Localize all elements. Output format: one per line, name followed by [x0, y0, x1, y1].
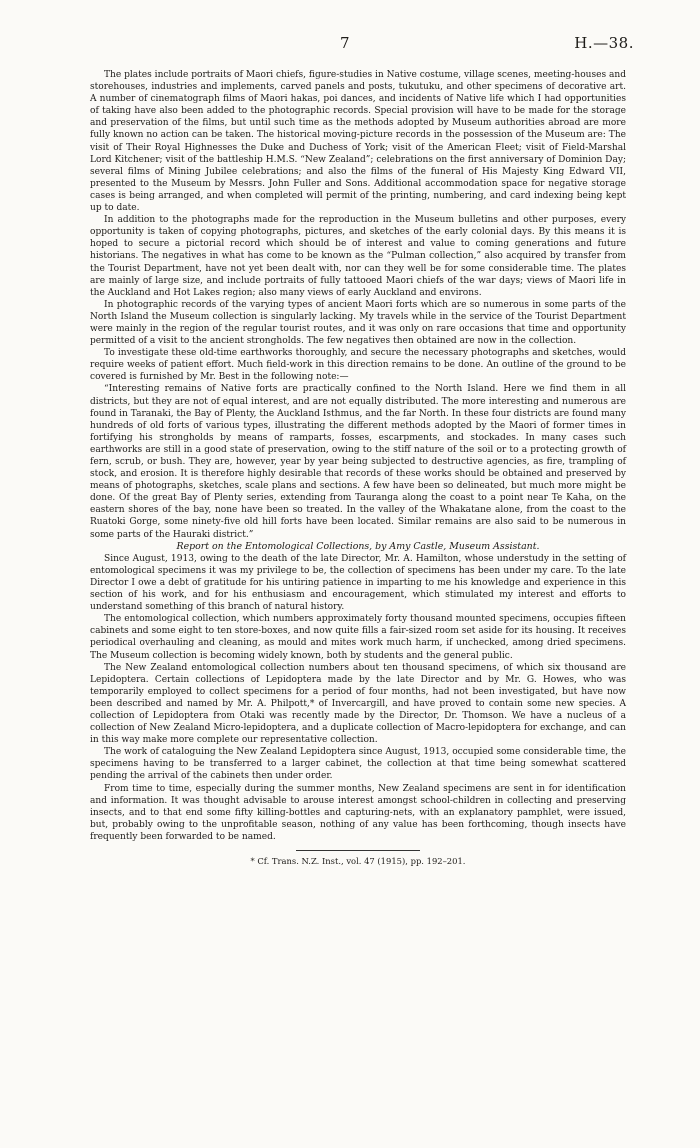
paragraph-cataloguing: The work of cataloguing the New Zealand Lepidoptera since August, 1913, occupied some considerable time, the specimens having to be transferred to a larger cabinet, the collection at that time being somewhat scattered pending the arrival of the cabinets then under order.: [90, 747, 626, 782]
paragraph-report-intro: Since August, 1913, owing to the death of the late Director, Mr. A. Hamilton, whose understudy in the setting of entomological specimens it was my privilege to be, the collection of specimens has been under my care. To the late Director I owe a debt of gratitude for his untiring patience in imparting to me his knowledge and experience in this section of his work, and for his enthusiasm and encouragement, which stimulated my interest and efforts to understand something of this branch of natural history.: [90, 553, 626, 613]
document-reference: H.—38.: [574, 34, 634, 52]
document-body: [90, 69, 626, 867]
paragraph-photo-plates: The plates include portraits of Maori chiefs, figure-studies in Native costume, village scenes, meeting-houses and storehouses, industries and implements, carved panels and posts, tukutuku, and other specimens of decorative art. A number of cinematograph films of Maori hakas, poi dances, and incidents of Native life which I had opportunities of taking have also been added to the photographic records. Special provision will have to be made for the storage and preservation of the films, but until such time as the methods adopted by Museum authorities abroad are more fully known no action can be taken. The historical moving-picture records in the possession of the Museum are: The visit of Their Royal Highnesses the Duke and Duchess of York; visit of the American Fleet; visit of Field-Marshal Lord Kitchener; visit of the battleship H.M.S. “New Zealand”; celebrations on the first anniversary of Dominion Day; several films of Mining Jubilee celebrations; and also the films of the funeral of His Majesty King Edward VII, presented to the Museum by Messrs. John Fuller and Sons. Additional accommodation space for negative storage cases is being arranged, and when completed will permit of the printing, numbering, and card indexing being kept up to date.: [90, 70, 627, 214]
paragraph-copying-photographs: In addition to the photographs made for the reproduction in the Museum bulletins and other purposes, every opportunity is taken of copying photographs, pictures, and sketches of the early colonial days. By this means it is hoped to secure a pictorial record which should be of interest and value to coming generations and future historians. The negatives in what has come to be known as the “Pulman collection,” also acquired by transfer from the Tourist Department, have not yet been dealt with, nor can they well be for some considerable time. The plates are mainly of large size, and include portraits of fully tattooed Maori chiefs of the war days; views of Maori life in the Auckland and Hot Lakes region; also many views of early Auckland and environs.: [90, 215, 626, 298]
page-number: 7: [340, 34, 350, 52]
paragraph-earthworks: To investigate these old-time earthworks thoroughly, and secure the necessary photographs and sketches, would require weeks of patient effort. Much field-work in this direction remains to be done. An outline of the ground to be covered is furnished by Mr. Best in the following note:—: [90, 348, 626, 383]
footnote: * Cf. Trans. N.Z. Inst., vol. 47 (1915), pp. 192–201.: [250, 856, 466, 866]
paragraph-collection-size: The entomological collection, which numbers approximately forty thousand mounted specimens, occupies fifteen cabinets and some eight to ten store-boxes, and now quite fills a fair-sized room set aside for its housing. It receives periodical overhauling and cleaning, as mould and mites work much harm, if unchecked, among dried specimens. The Museum collection is becoming widely known, both by students and the general public.: [90, 614, 626, 661]
report-title: Report on the Entomological Collections, by Amy Castle, Museum Assistant.: [176, 540, 540, 552]
paragraph-nz-collection: The New Zealand entomological collection numbers about ten thousand specimens, of which six thousand are Lepidoptera. Certain collections of Lepidoptera made by the late Director and by Mr. G. Howes, who was temporarily employed to collect specimens for a period of four months, had not been investigated, but have now been described and named by Mr. A. Philpott,* of Invercargill, and have proved to contain some new species. A collection of Lepidoptera from Otaki was recently made by the Director, Dr. Thomson. We have a nucleus of a collection of New Zealand Micro-lepidoptera, and a duplicate collection of Macro-lepidoptera for exchange, and can in this way make more complete our representative collection.: [90, 662, 626, 746]
paragraph-maori-forts: In photographic records of the varying types of ancient Maori forts which are so numerous in some parts of the North Island the Museum collection is singularly lacking. My travels while in the service of the Tourist Department were mainly in the region of the regular tourist routes, and it was only on rare occasions that time and opportunity permitted of a visit to the ancient strongholds. The few negatives then obtained are now in the collection.: [90, 299, 626, 347]
footnote-divider: [296, 850, 420, 851]
document-page: [90, 34, 634, 867]
page-header: [90, 34, 634, 58]
paragraph-identification: From time to time, especially during the summer months, New Zealand specimens are sent in for identification and information. It was thought advisable to arouse interest amongst school-children in collecting and preserving insects, and to that end some fifty killing-bottles and capturing-nets, with an explanatory pamphlet, were issued, but, probably owing to the unprofitable season, nothing of any value has been forthcoming, though insects have frequently been forwarded to be named.: [90, 783, 626, 842]
paragraph-best-note: “Interesting remains of Native forts are practically confined to the North Island. Here we find them in all districts, but they are not of equal interest, and are not equally distributed. The more interesting and numerous are found in Taranaki, the Bay of Plenty, the Auckland Isthmus, and the far North. In these four districts are found many hundreds of old forts of various types, illustrating the different methods adopted by the Maori of former times in fortifying his strongholds by means of ramparts, fosses, escarpments, and stockades. In many cases such earthworks are still in a good state of preservation, owing to the stiff nature of the soil or to a protecting growth of fern, scrub, or bush. They are, however, year by year being subjected to destructive agencies, as fire, trampling of stock, and erosion. It is therefore highly desirable that records of these works should be obtained and preserved by means of photographs, sketches, scale plans and sections. A few have been so delineated, but much more might be done. Of the great Bay of Plenty series, extending from Tauranga along the coast to a point near Te Kaha, on the eastern shores of the bay, none have been so treated. In the valley of the Whakatane alone, from the coast to the Ruatoki Gorge, some ninety-five old hill forts have been located. Similar remains are also said to be numerous in some parts of the Hauraki district.”: [90, 384, 626, 540]
